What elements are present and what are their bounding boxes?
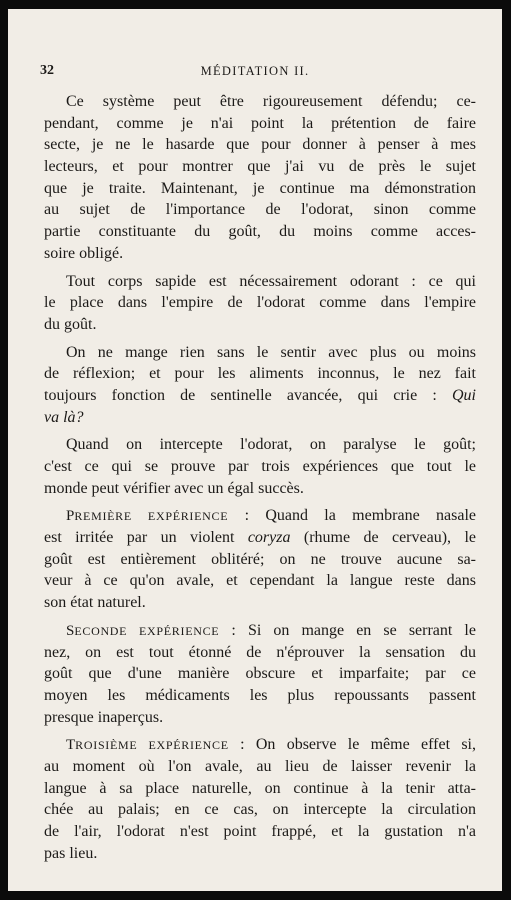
text-line: veur à ce qu'on avale, et cependant la langue reste dans — [44, 572, 476, 590]
text-line: c'est ce qui se prouve par trois expériences que tout le — [44, 458, 476, 475]
text-line: pas lieu. — [44, 844, 98, 862]
paragraph — [44, 434, 476, 499]
running-title: MÉDITATION II. — [200, 64, 310, 78]
text-segment: toujours fonction de sentinelle avancée, qui crie : — [44, 386, 437, 404]
text-line: goût que d'une manière obscure et imparfaite; par ce — [44, 665, 476, 683]
paragraph — [44, 271, 476, 336]
italic-text: va là? — [44, 408, 84, 426]
text-line: langue à sa place naturelle, on continue à la tenir atta- — [44, 779, 476, 797]
text-line: secte, je ne le hasarde que pour donner à penser à mes — [44, 136, 476, 154]
paragraph — [44, 91, 476, 265]
text-line: goût est entièrement oblitéré; on ne trouve aucune sa- — [44, 550, 476, 568]
text-line: partie constituante du goût, du moins comme acces- — [44, 223, 476, 241]
section-heading: SECONDE EXPÉRIENCE — [66, 622, 220, 639]
text-line: que je traite. Maintenant, je continue ma démonstration — [44, 179, 476, 197]
section-heading: PREMIÈRE EXPÉRIENCE — [66, 508, 229, 525]
paragraph — [44, 342, 476, 429]
text-line: moyen les médicaments les plus repoussants passent — [44, 686, 476, 704]
text-line: SECONDE EXPÉRIENCE : Si on mange en se serrant le — [66, 621, 476, 639]
text-line: est irritée par un violent coryza (rhume de cerveau), le — [44, 529, 476, 547]
text-line: soire obligé. — [44, 244, 124, 262]
text-line: de l'air, l'odorat n'est point frappé, et la gustation n'a — [44, 823, 476, 840]
text-line: pendant, comme je n'ai point la prétention de faire — [44, 114, 476, 132]
text-line: TROISIÈME EXPÉRIENCE : On observe le même effet si, — [66, 736, 476, 754]
text-line: au moment où l'on avale, au lieu de laisser revenir la — [44, 757, 476, 775]
text-line: Quand on intercepte l'odorat, on paralyse le goût; — [66, 436, 476, 454]
text-line: au sujet de l'importance de l'odorat, sinon comme — [44, 201, 476, 219]
section-heading: TROISIÈME EXPÉRIENCE — [66, 737, 229, 754]
text-line: le place dans l'empire de l'odorat comme dans l'empire — [44, 294, 476, 312]
experience-paragraph — [44, 620, 476, 728]
text-line: presque inaperçus. — [44, 708, 164, 726]
text-line: son état naturel. — [44, 594, 146, 612]
text-line — [44, 407, 476, 429]
text-line: de réflexion; et pour les aliments inconnus, le nez fait — [44, 365, 476, 383]
text-line — [44, 385, 476, 407]
italic-text: Qui — [452, 386, 476, 404]
page-number: 32 — [40, 63, 54, 78]
text-line: PREMIÈRE EXPÉRIENCE : Quand la membrane nasale — [66, 507, 476, 525]
book-page — [8, 9, 502, 891]
text-line: lecteurs, et pour montrer que j'ai vu de près le sujet — [44, 158, 476, 176]
page-body — [44, 91, 476, 870]
experience-paragraph — [44, 734, 476, 864]
text-line: nez, on est tout étonné de n'éprouver la sensation du — [44, 643, 476, 661]
text-line: monde peut vérifier avec un égal succès. — [44, 479, 304, 497]
italic-text: coryza — [247, 529, 291, 547]
page-header — [8, 63, 502, 83]
text-line: chée au palais; en ce cas, on intercepte la circulation — [44, 801, 476, 819]
text-line: du goût. — [44, 315, 97, 333]
text-line: Ce système peut être rigoureusement défendu; ce- — [66, 93, 476, 110]
text-line: On ne mange rien sans le sentir avec plus ou moins — [66, 343, 476, 361]
experience-paragraph — [44, 505, 476, 613]
text-line: Tout corps sapide est nécessairement odorant : ce qui — [66, 272, 476, 290]
